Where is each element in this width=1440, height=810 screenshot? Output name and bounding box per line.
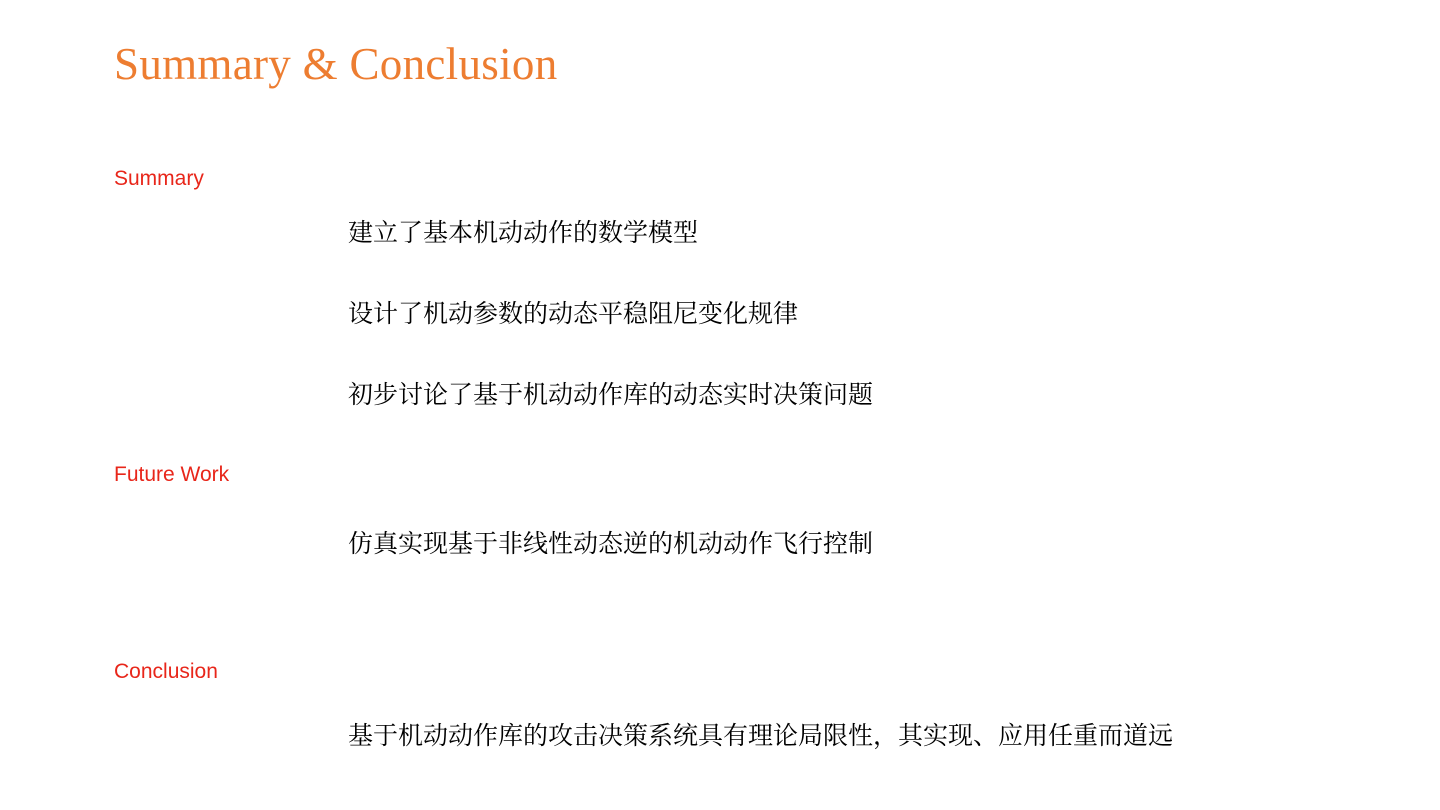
section-label-summary: Summary — [114, 167, 204, 190]
section-summary — [114, 162, 1354, 412]
slide-body — [114, 162, 1354, 753]
list-item: 基于机动动作库的攻击决策系统具有理论局限性，其实现、应用任重而道远 — [348, 722, 1174, 750]
list-item: 设计了机动参数的动态平稳阻尼变化规律 — [348, 300, 799, 328]
page-title: Summary & Conclusion — [114, 39, 558, 89]
section-future-work — [114, 458, 1354, 561]
list-item: 初步讨论了基于机动动作库的动态实时决策问题 — [348, 381, 874, 409]
section-conclusion — [114, 655, 1354, 753]
section-label-future-work: Future Work — [114, 463, 230, 486]
section-label-conclusion: Conclusion — [114, 660, 218, 683]
list-item: 仿真实现基于非线性动态逆的机动动作飞行控制 — [348, 530, 874, 558]
list-item: 建立了基本机动动作的数学模型 — [348, 219, 699, 247]
